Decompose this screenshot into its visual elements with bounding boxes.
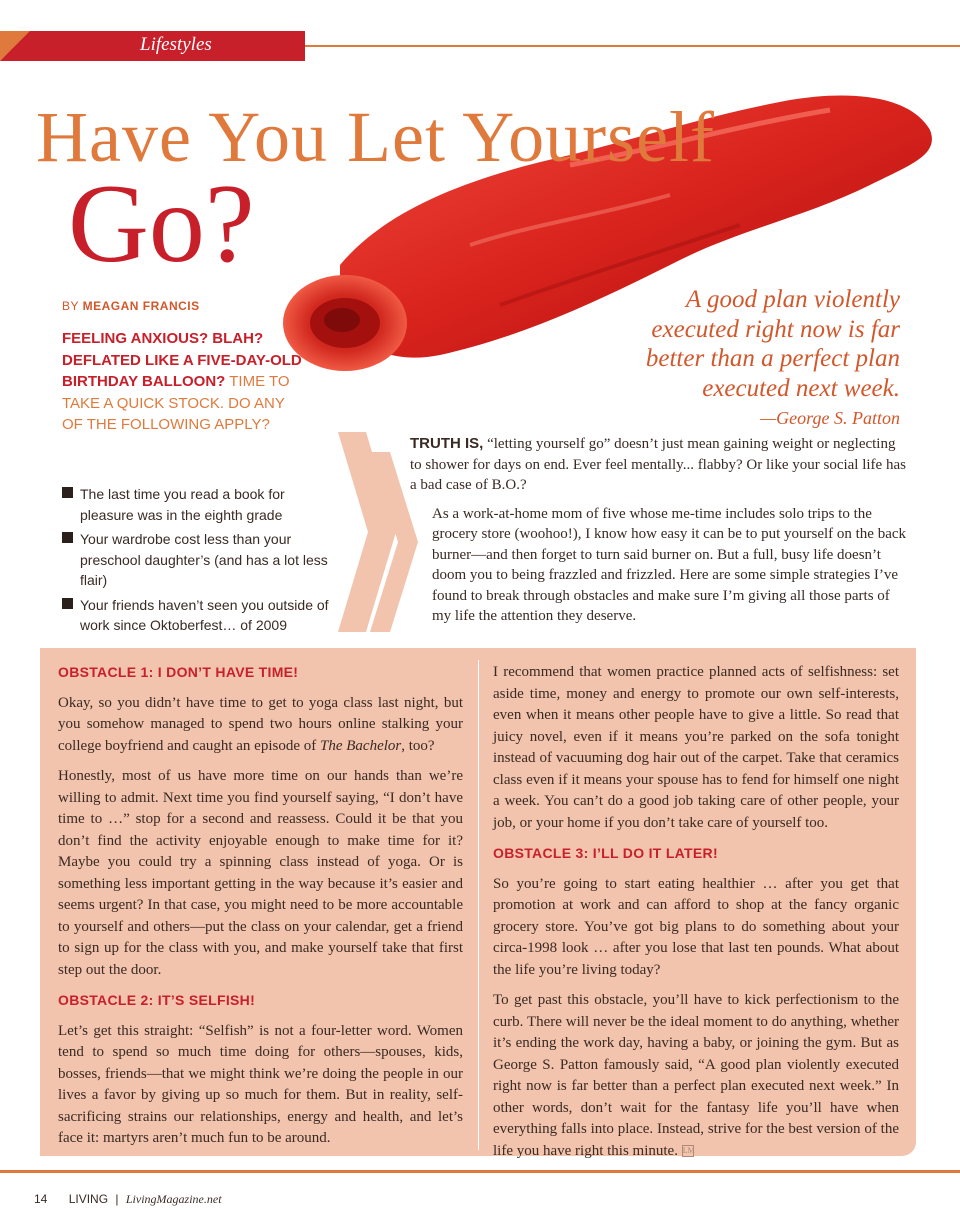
intro-paragraph-1: TRUTH IS, “letting yourself go” doesn’t just mean gaining weight or neglecting to shower for days on end. Ever feel mentally... flabby? Or like your social life has a bad case of B.O.? (410, 435, 906, 493)
end-mark-icon: LM (682, 1146, 695, 1156)
truth-lead: TRUTH IS, (410, 435, 484, 452)
headline-line2: Go? (68, 162, 255, 286)
footer (34, 1192, 222, 1207)
bullet-list (62, 484, 332, 640)
magazine-website: LivingMagazine.net (125, 1192, 222, 1206)
intro-text (62, 328, 302, 436)
headline-line1: Have You Let Yourself (36, 97, 716, 177)
obstacle-3-paragraph-1: So you’re going to start eating healthier … after you get that promotion at work and can afford to shop at the fancy organic grocery store. You’ve got big plans to do something about your circa-1998 look … after you lose that last ten pounds. What about the life you’re living today? (493, 875, 899, 978)
page-number: 14 (34, 1192, 48, 1206)
footer-separator: | (115, 1192, 119, 1206)
intro-rest: TIME TO TAKE A QUICK STOCK. DO ANY OF THE FOLLOWING APPLY? (62, 373, 290, 433)
byline-author: MEAGAN FRANCIS (82, 299, 200, 313)
list-item: Your friends haven’t seen you outside of work since Oktoberfest… of 2009 (62, 595, 332, 636)
obstacle-1-paragraph-1: Okay, so you didn’t have time to get to yoga class last night, but you somehow managed to spend two hours online stalking your college boyfriend and caught an episode of The Bachelor, too? (58, 694, 463, 754)
left-column (58, 662, 463, 1159)
obstacle-2-paragraph-2: I recommend that women practice planned acts of selfishness: set aside time, money and energy to promote our own self-interests, even when it means other people have to give a little. So read that juicy novel, even if it means you’re parked on the sofa tonight instead of vacuuming dog hair out of the carpet. Take that ceramics class even if it means your spouse has to fend for himself one night a week. You can’t do a good job taking care of other people, your job, or your home if you don’t take care of yourself too. (493, 664, 899, 831)
list-item: Your wardrobe cost less than your preschool daughter’s (and has a lot less flair) (62, 529, 332, 591)
intro-paragraph-2: As a work-at-home mom of five whose me-time includes solo trips to the grocery store (woohoo!), I know how easy it can be to put yourself on the back burner—and then forget to turn said burner on. But a full, busy life doesn’t doom you to being frazzled and frizzled. Here are some simple strategies I’ve found to break through obstacles and make sure I’m giving all those parts of my life the attention they deserve. (432, 505, 907, 624)
article-intro (410, 434, 910, 635)
square-bullet-icon (62, 487, 73, 498)
byline (62, 299, 200, 313)
square-bullet-icon (62, 598, 73, 609)
obstacle-3-heading: OBSTACLE 3: I’LL DO IT LATER! (493, 845, 718, 861)
pull-quote-attribution: —George S. Patton (760, 408, 900, 428)
obstacle-1-paragraph-2: Honestly, most of us have more time on our hands than we’re willing to admit. Next time you find yourself saying, “I don’t have time to …” stop for a second and reassess. Could it be that you don’t find the activity enjoyable enough to make time for it? Maybe you could try a spinning class instead of yoga. Or is something less important getting in the way because it’s easier and seems urgent? In that case, you might need to be more accountable to yourself and others—put the class on your calendar, get a friend to sign up for the class with you, and make yourself take that first step out the door. (58, 768, 463, 978)
square-bullet-icon (62, 532, 73, 543)
byline-prefix: BY (62, 299, 79, 313)
obstacle-1-heading: OBSTACLE 1: I DON’T HAVE TIME! (58, 664, 299, 680)
intro-bold: FEELING ANXIOUS? BLAH? DEFLATED LIKE A FIVE-DAY-OLD BIRTHDAY BALLOON? (62, 330, 302, 390)
obstacle-3-paragraph-2: To get past this obstacle, you’ll have to kick perfectionism to the curb. There will never be the ideal moment to do anything, whether it’s ending the work day, having a baby, or joining the gym. But as George S. Patton famously said, “A good plan violently executed right now is far better than a perfect plan executed next week.” In other words, don’t wait for the fantasy life you’ll have when everything falls into place. Instead, strive for the best version of the life you have right this minute. LM (493, 992, 899, 1159)
right-column (493, 662, 899, 1171)
list-item: The last time you read a book for pleasure was in the eighth grade (62, 484, 332, 525)
footer-rule (0, 1170, 960, 1173)
section-rule (305, 45, 960, 47)
pull-quote: A good plan violently executed right now is far better than a perfect plan executed next week. (645, 286, 900, 402)
obstacle-2-heading: OBSTACLE 2: IT’S SELFISH! (58, 992, 256, 1008)
column-divider (478, 660, 479, 1150)
magazine-name: LIVING (68, 1192, 109, 1206)
obstacle-2-paragraph: Let’s get this straight: “Selfish” is not a four-letter word. Women tend to spend so much time doing for others—spouses, kids, bosses, friends—that we might think we’re doing the people in our lives a favor by giving up so much for them. But in reality, self-sacrificing strains our relationships, energy and health, and let’s face it: martyrs aren’t much fun to be around. (58, 1022, 463, 1146)
section-label: Lifestyles (140, 34, 212, 55)
